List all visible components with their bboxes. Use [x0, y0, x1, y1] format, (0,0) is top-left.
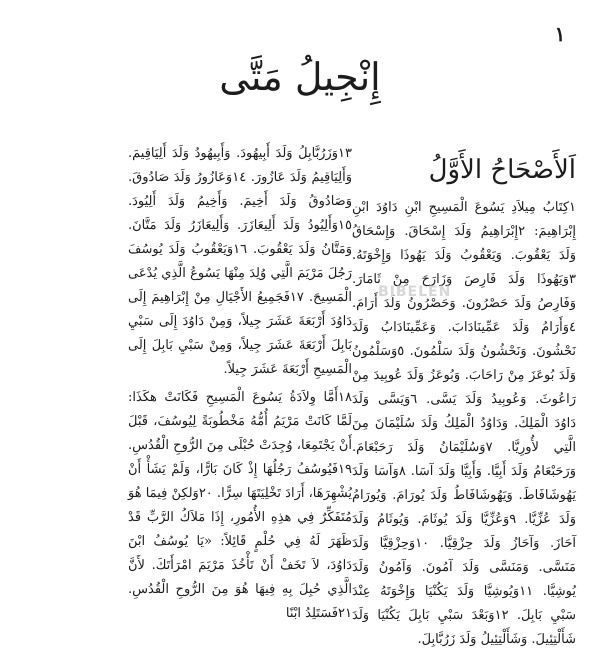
watermark: BIBELEN — [378, 284, 452, 300]
left-column — [128, 142, 352, 621]
verse-paragraph: ١٨أَمَّا وِلاَدَةُ يَسُوعَ الْمَسِيحِ فَكَانَتْ هكَذَا: لَمَّا كَانَتْ مَرْيَمُ أُمُّهُ مَخْطُوبَةً لِيُوسُفَ، قَبْلَ أَنْ يَجْتَمِعَا، وُجِدَتْ حُبْلَى مِنَ الرُّوحِ الْقُدُسِ. ١٩فَيُوسُفُ رَجُلُهَا إِذْ كَانَ بَارًّا، وَلَمْ يَشَأْ أَنْ يُشْهِرَهَا، أَرَادَ تَخْلِيَتَهَا سِرًّا. ٢٠وَلكِنْ فِيمَا هُوَ مُتَفَكِّرٌ فِي هذِهِ الأُمُورِ، إِذَا مَلاَكُ الرَّبِّ قَدْ ظَهَرَ لَهُ فِي حُلْمٍ قَائِلاً: «يَا يُوسُفُ ابْنَ دَاوُدَ، لاَ تَخَفْ أَنْ تَأْخُذَ مَرْيَمَ امْرَأَتَكَ. لأَنَّ الَّذِي حُبِلَ بِهِ فِيهَا هُوَ مِنَ الرُّوحِ الْقُدُسِ. ٢١فَسَتَلِدُ ابْنًا — [128, 390, 352, 621]
verse-paragraph: ١٣وَزَرُبَّابِلُ وَلَدَ أَبِيهُودَ. وَأَبِيهُودُ وَلَدَ أَلِيَاقِيمَ. وَأَلِيَاقِيمُ وَلَدَ عَازُورَ. ١٤وَعَازُورُ وَلَدَ صَادُوقَ. وَصَادُوقُ وَلَدَ أَخِيمَ. وَأَخِيمُ وَلَدَ أَلِيُودَ. ١٥وَأَلِيُودُ وَلَدَ أَلِيعَازَرَ. وَأَلِيعَازَرُ وَلَدَ مَتَّانَ. وَمَتَّانُ وَلَدَ يَعْقُوبَ. ١٦وَيَعْقُوبُ وَلَدَ يُوسُفَ رَجُلَ مَرْيَمَ الَّتِي وُلِدَ مِنْهَا يَسُوعُ الَّذِي يُدْعَى الْمَسِيحَ. ١٧فَجَمِيعُ الأَجْيَالِ مِنْ إِبْرَاهِيمَ إِلَى دَاوُدَ أَرْبَعَةَ عَشَرَ جِيلاً، وَمِنْ دَاوُدَ إِلَى سَبْيِ بَابِلَ أَرْبَعَةَ عَشَرَ جِيلاً، وَمِنْ سَبْيِ بَابِلَ إِلَى الْمَسِيحِ أَرْبَعَةَ عَشَرَ جِيلاً. — [128, 146, 352, 377]
book-title: إِنْجِيلُ مَتَّى — [219, 55, 381, 99]
chapter-heading: اَلأَصْحَاحُ الأَوَّلُ — [428, 155, 576, 185]
page-number: ١ — [554, 22, 566, 46]
verse-paragraph: ١كِتَابُ مِيلاَدِ يَسُوعَ الْمَسِيحِ ابْنِ دَاوُدَ ابْنِ إِبْرَاهِيمَ: ٢إِبْرَاهِيمُ وَلَدَ إِسْحَاقَ. وَإِسْحَاقُ وَلَدَ يَعْقُوبَ. وَيَعْقُوبُ وَلَدَ يَهُوذَا وَإِخْوَتَهُ. ٣وَيَهُوذَا وَلَدَ فَارِصَ وَزَارَحَ مِنْ ثَامَارَ. وَفَارِصُ وَلَدَ حَصْرُونَ. وَحَصْرُونُ وَلَدَ أَرَامَ. ٤وَأَرَامُ وَلَدَ عَمِّينَادَابَ. وَعَمِّينَادَابُ وَلَدَ نَحْشُونَ. وَنَحْشُونُ وَلَدَ سَلْمُونَ. ٥وَسَلْمُونُ وَلَدَ بُوعَزَ مِنْ رَاحَابَ. وَبُوعَزُ وَلَدَ عُوبِيدَ مِنْ رَاعُوثَ. وَعُوبِيدُ وَلَدَ يَسَّى. ٦وَيَسَّى وَلَدَ دَاوُدَ الْمَلِكَ. وَدَاوُدُ الْمَلِكُ وَلَدَ سُلَيْمَانَ مِنَ الَّتِي لأُورِيَّا. ٧وَسُلَيْمَانُ وَلَدَ رَحَبْعَامَ. وَرَحَبْعَامُ وَلَدَ أَبِيَّا. وَأَبِيَّا وَلَدَ آسَا. ٨وَآسَا وَلَدَ يَهُوشَافَاطَ. وَيَهُوشَافَاطُ وَلَدَ يُورَامَ. وَيُورَامُ وَلَدَ عُزِّيَّا. ٩وَعُزِّيَّا وَلَدَ يُوثَامَ. وَيُوثَامُ وَلَدَ آحَازَ. وَآحَازُ وَلَدَ حِزْقِيَّا. ١٠وَحِزْقِيَّا وَلَدَ مَنَسَّى. وَمَنَسَّى وَلَدَ آمُونَ. وَآمُونُ وَلَدَ يُوشِيَّا. ١١وَيُوشِيَّا وَلَدَ يَكُنْيَا وَإِخْوَتَهُ عِنْدَ سَبْيِ بَابِلَ. ١٢وَبَعْدَ سَبْيِ بَابِلَ يَكُنْيَا وَلَدَ شَأَلْتِئِيلَ. وَشَأَلْتِئِيلُ وَلَدَ زَرُبَّابِلَ. — [352, 200, 577, 647]
right-column — [352, 142, 577, 647]
